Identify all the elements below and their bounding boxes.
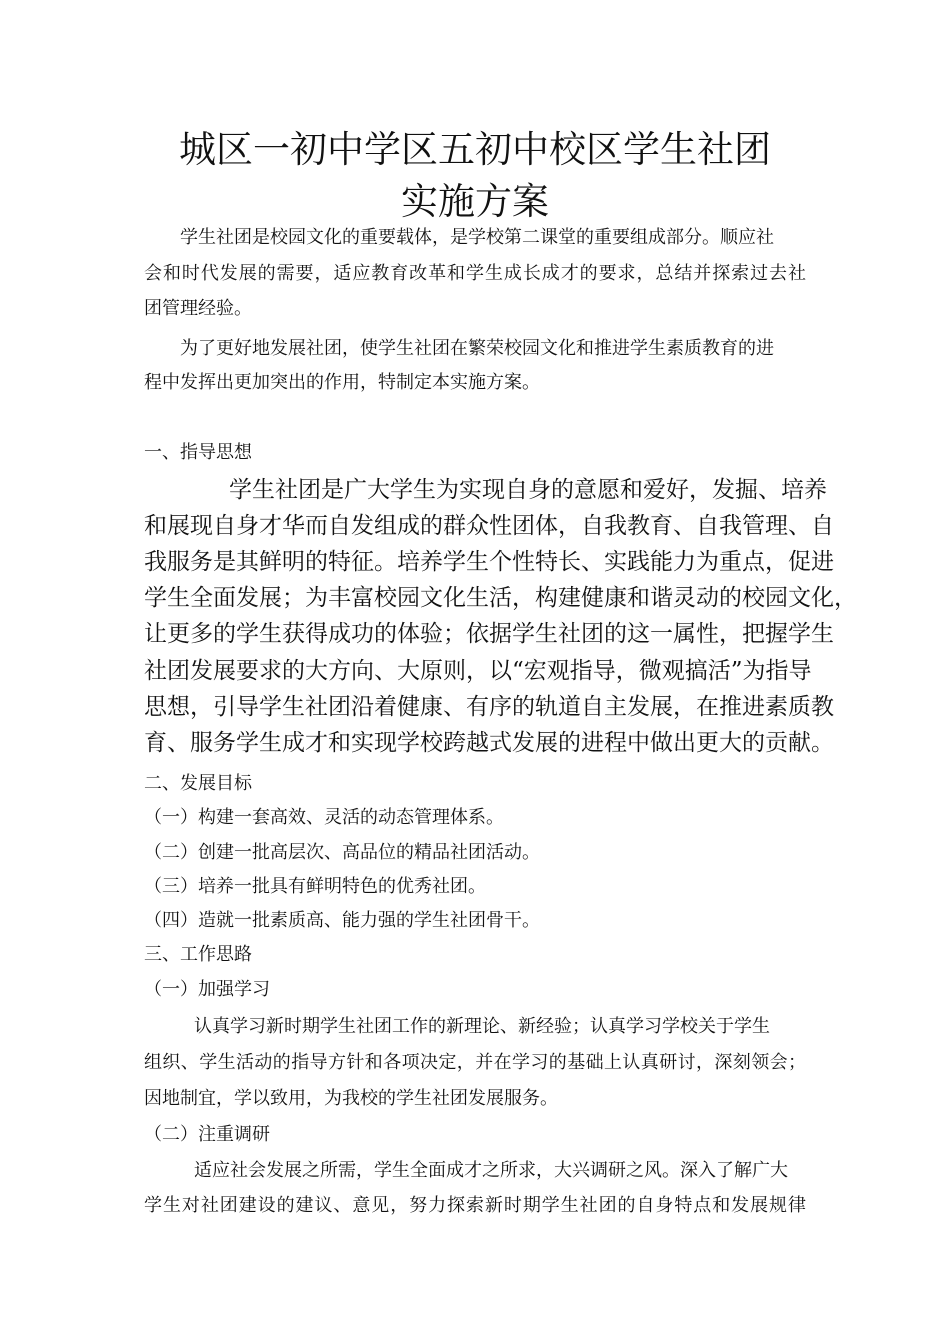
section-3-sub-2-heading: （二）注重调研 bbox=[144, 1124, 270, 1145]
section-3-sub-2-line-2: 学生对社团建设的建议、意见，努力探索新时期学生社团的自身特点和发展规律 bbox=[144, 1195, 806, 1216]
section-1-line-6: 社团发展要求的大方向、大原则，以“宏观指导，微观搞活”为指导 bbox=[144, 658, 812, 684]
section-3-sub-2-line-1: 适应社会发展之所需，学生全面成才之所求，大兴调研之风。深入了解广大 bbox=[194, 1160, 788, 1181]
section-1-line-4: 学生全面发展；为丰富校园文化生活，构建健康和谐灵动的校园文化， bbox=[144, 585, 857, 611]
section-2-item-3: （三）培养一批具有鲜明特色的优秀社团。 bbox=[144, 876, 486, 897]
section-2-item-1: （一）构建一套高效、灵活的动态管理体系。 bbox=[144, 807, 504, 828]
section-2-heading: 二、发展目标 bbox=[144, 773, 252, 794]
document-title-line-1: 城区一初中学区五初中校区学生社团 bbox=[179, 128, 771, 171]
section-1-line-2: 和展现自身才华而自发组成的群众性团体，自我教育、自我管理、自 bbox=[144, 513, 834, 539]
section-2-item-4: （四）造就一批素质高、能力强的学生社团骨干。 bbox=[144, 910, 540, 931]
section-3-sub-1-heading: （一）加强学习 bbox=[144, 979, 270, 1000]
section-3-sub-1-line-3: 因地制宜，学以致用，为我校的学生社团发展服务。 bbox=[144, 1088, 558, 1109]
section-2-item-2: （二）创建一批高层次、高品位的精品社团活动。 bbox=[144, 842, 540, 863]
section-1-line-3: 我服务是其鲜明的特征。培养学生个性特长、实践能力为重点，促进 bbox=[144, 549, 834, 575]
intro-paragraph-1-line-1: 学生社团是校园文化的重要载体，是学校第二课堂的重要组成部分。顺应社 bbox=[180, 227, 774, 248]
intro-paragraph-1-line-2: 会和时代发展的需要，适应教育改革和学生成长成才的要求，总结并探索过去社 bbox=[144, 263, 806, 284]
section-1-line-8: 育、服务学生成才和实现学校跨越式发展的进程中做出更大的贡献。 bbox=[144, 730, 834, 756]
intro-paragraph-2-line-1: 为了更好地发展社团，使学生社团在繁荣校园文化和推进学生素质教育的进 bbox=[180, 338, 774, 359]
intro-paragraph-2-line-2: 程中发挥出更加突出的作用，特制定本实施方案。 bbox=[144, 372, 540, 393]
section-1-line-7: 思想，引导学生社团沿着健康、有序的轨道自主发展，在推进素质教 bbox=[144, 694, 834, 720]
intro-paragraph-1-line-3: 团管理经验。 bbox=[144, 298, 252, 319]
section-1-heading: 一、指导思想 bbox=[144, 442, 252, 463]
section-1-line-1: 学生社团是广大学生为实现自身的意愿和爱好，发掘、培养 bbox=[229, 477, 827, 503]
section-3-sub-1-line-1: 认真学习新时期学生社团工作的新理论、新经验；认真学习学校关于学生 bbox=[194, 1016, 770, 1037]
section-1-line-5: 让更多的学生获得成功的体验；依据学生社团的这一属性，把握学生 bbox=[144, 621, 834, 647]
document-title-line-2: 实施方案 bbox=[401, 180, 549, 223]
section-3-sub-1-line-2: 组织、学生活动的指导方针和各项决定，并在学习的基础上认真研讨，深刻领会； bbox=[144, 1052, 806, 1073]
section-3-heading: 三、工作思路 bbox=[144, 944, 252, 965]
